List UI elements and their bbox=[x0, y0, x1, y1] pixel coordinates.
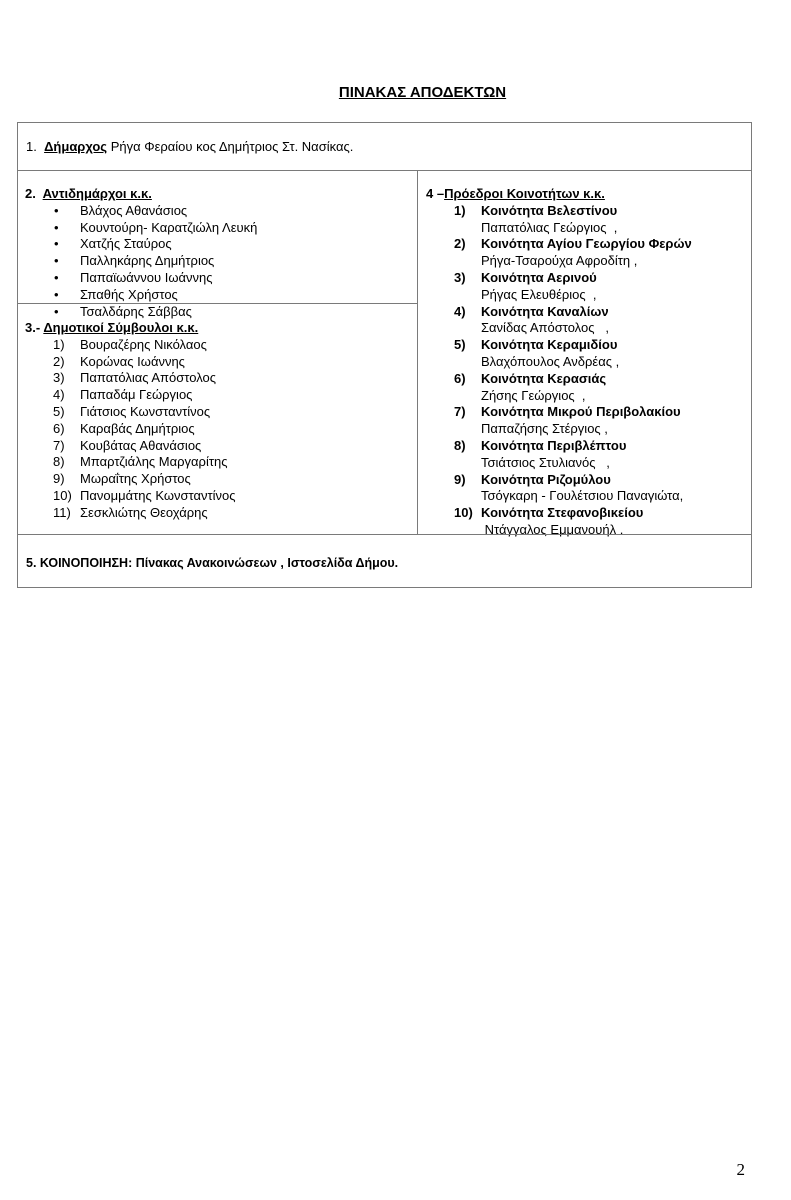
councillor-item bbox=[25, 488, 236, 505]
community-entry bbox=[426, 304, 692, 338]
community-number: 1) bbox=[454, 202, 466, 218]
councillor-item bbox=[25, 337, 236, 354]
councillor-item bbox=[25, 438, 236, 455]
councillor-number: 6) bbox=[53, 420, 65, 436]
community-title-line bbox=[426, 337, 692, 354]
councillors-heading bbox=[25, 320, 236, 337]
councillor-name: Μπαρτζιάλης Μαργαρίτης bbox=[80, 454, 228, 470]
councillor-name: Βουραζέρης Νικόλαος bbox=[80, 336, 207, 352]
community-title-line bbox=[426, 203, 692, 220]
community-title-line bbox=[426, 304, 692, 321]
councillor-name: Πανομμάτης Κωνσταντίνος bbox=[80, 487, 236, 503]
community-entry bbox=[426, 371, 692, 405]
councillors-label: Δημοτικοί Σύμβουλοι κ.κ. bbox=[43, 320, 199, 335]
councillor-name: Κορώνας Ιωάννης bbox=[80, 353, 185, 369]
councillor-name: Παπαδάμ Γεώργιος bbox=[80, 387, 193, 403]
deputy-mayor-item: • Παλληκάρης Δημήτριος bbox=[25, 253, 257, 270]
councillor-number: 8) bbox=[53, 454, 65, 470]
community-number: 8) bbox=[454, 437, 466, 453]
councillors-number: 3.- bbox=[25, 320, 41, 335]
community-number: 2) bbox=[454, 236, 466, 252]
community-name: Κοινότητα Βελεστίνου bbox=[481, 202, 618, 218]
councillor-item bbox=[25, 387, 236, 404]
community-president-name: Σανίδας Απόστολος , bbox=[481, 320, 609, 336]
community-president-name: Ρήγα-Τσαρούχα Αφροδίτη , bbox=[481, 253, 638, 269]
councillor-item bbox=[25, 505, 236, 522]
community-name: Κοινότητα Στεφανοβικείου bbox=[481, 505, 644, 521]
councillor-number: 10) bbox=[53, 487, 72, 503]
column-divider bbox=[417, 170, 418, 535]
page-title: ΠΙΝΑΚΑΣ ΑΠΟΔΕΚΤΩΝ bbox=[338, 84, 507, 101]
councillor-item bbox=[25, 471, 236, 488]
mayor-name: Ρήγα Φεραίου κος Δημήτριος Στ. Νασίκας. bbox=[107, 139, 354, 154]
community-presidents-list bbox=[426, 203, 692, 539]
community-title-line bbox=[426, 472, 692, 489]
community-name: Κοινότητα Μικρού Περιβολακίου bbox=[481, 404, 681, 420]
deputy-mayors-list bbox=[25, 203, 257, 321]
councillor-item bbox=[25, 370, 236, 387]
community-entry bbox=[426, 270, 692, 304]
mayor-label: Δήμαρχος bbox=[44, 139, 108, 154]
community-entry bbox=[426, 438, 692, 472]
community-president-name: Τσιάτσιος Στυλιανός , bbox=[481, 454, 610, 470]
community-name: Κοινότητα Κερασιάς bbox=[481, 370, 607, 386]
councillor-name: Γιάτσιος Κωνσταντίνος bbox=[80, 403, 211, 419]
community-title-line bbox=[426, 438, 692, 455]
community-number: 6) bbox=[454, 370, 466, 386]
community-name: Κοινότητα Περιβλέπτου bbox=[481, 437, 627, 453]
community-entry bbox=[426, 404, 692, 438]
community-presidents-number: 4 – bbox=[426, 186, 445, 201]
deputy-mayor-item: • Βλάχος Αθανάσιος bbox=[25, 203, 257, 220]
mayor-number: 1. bbox=[26, 139, 37, 154]
councillor-name: Κουβάτας Αθανάσιος bbox=[80, 437, 202, 453]
deputy-mayor-item: • Κουντούρη- Καρατζιώλη Λευκή bbox=[25, 220, 257, 237]
councillor-number: 5) bbox=[53, 403, 65, 419]
community-number: 3) bbox=[454, 269, 466, 285]
community-president-name: Τσόγκαρη - Γουλέτσιου Παναγιώτα, bbox=[481, 488, 684, 504]
community-title-line bbox=[426, 505, 692, 522]
community-name: Κοινότητα Ριζομύλου bbox=[481, 471, 611, 487]
deputy-mayor-item: • Σπαθής Χρήστος bbox=[25, 287, 257, 304]
community-president-name: Ντάγγαλος Εμμανουήλ . bbox=[481, 521, 624, 537]
notification-row bbox=[17, 534, 752, 588]
councillors-list bbox=[25, 337, 236, 522]
community-presidents-section bbox=[426, 186, 692, 539]
councillor-number: 1) bbox=[53, 336, 65, 352]
community-presidents-heading bbox=[426, 186, 692, 203]
deputy-mayor-item: • Τσαλδάρης Σάββας bbox=[25, 304, 257, 321]
community-president-name: Παπατόλιας Γεώργιος , bbox=[481, 219, 618, 235]
deputy-mayors-number: 2. bbox=[25, 186, 36, 201]
deputy-mayors-label: Αντιδημάρχοι κ.κ. bbox=[42, 186, 152, 201]
community-number: 5) bbox=[454, 337, 466, 353]
deputy-mayors-heading bbox=[25, 186, 257, 203]
community-title-line bbox=[426, 404, 692, 421]
councillor-item bbox=[25, 421, 236, 438]
community-name: Κοινότητα Αγίου Γεωργίου Φερών bbox=[481, 236, 692, 252]
community-number: 7) bbox=[454, 404, 466, 420]
councillor-number: 3) bbox=[53, 370, 65, 386]
councillors-section bbox=[25, 320, 236, 522]
community-president-name: Ρήγας Ελευθέριος , bbox=[481, 286, 597, 302]
councillor-number: 7) bbox=[53, 437, 65, 453]
councillor-number: 2) bbox=[53, 353, 65, 369]
page-number: 2 bbox=[736, 1160, 745, 1179]
councillor-name: Μωραΐτης Χρήστος bbox=[80, 471, 191, 487]
community-president-name: Βλαχόπουλος Ανδρέας , bbox=[481, 353, 620, 369]
deputy-mayor-item: • Χατζής Σταύρος bbox=[25, 236, 257, 253]
deputy-mayors-section bbox=[25, 186, 257, 320]
councillor-item bbox=[25, 454, 236, 471]
councillor-number: 9) bbox=[53, 471, 65, 487]
community-president-name: Παπαζήσης Στέργιος , bbox=[481, 421, 608, 437]
community-title-line bbox=[426, 270, 692, 287]
community-name: Κοινότητα Κεραμιδίου bbox=[481, 337, 618, 353]
community-entry bbox=[426, 203, 692, 237]
mayor-row bbox=[17, 122, 752, 171]
councillor-name: Παπατόλιας Απόστολος bbox=[80, 370, 217, 386]
deputy-mayor-item: • Παπαϊωάννου Ιωάννης bbox=[25, 270, 257, 287]
community-number: 9) bbox=[454, 471, 466, 487]
community-entry bbox=[426, 337, 692, 371]
councillor-name: Σεσκλιώτης Θεοχάρης bbox=[80, 504, 208, 520]
community-title-line bbox=[426, 371, 692, 388]
community-number: 4) bbox=[454, 303, 466, 319]
community-name: Κοινότητα Αερινού bbox=[481, 269, 597, 285]
councillor-item bbox=[25, 404, 236, 421]
community-entry bbox=[426, 472, 692, 506]
community-title-line bbox=[426, 236, 692, 253]
councillor-name: Καραβάς Δημήτριος bbox=[80, 420, 195, 436]
councillor-number: 4) bbox=[53, 387, 65, 403]
community-entry bbox=[426, 236, 692, 270]
community-presidents-label: Πρόεδροι Κοινοτήτων κ.κ. bbox=[444, 186, 605, 201]
mayor-line bbox=[26, 139, 353, 154]
notification-text: 5. ΚΟΙΝΟΠΟΙΗΣΗ: Πίνακας Ανακοινώσεων , Ιστοσελίδα Δήμου. bbox=[26, 556, 399, 570]
community-number: 10) bbox=[454, 505, 473, 521]
councillor-number: 11) bbox=[53, 504, 71, 520]
community-president-name: Ζήσης Γεώργιος , bbox=[481, 387, 586, 403]
councillor-item bbox=[25, 354, 236, 371]
community-name: Κοινότητα Καναλίων bbox=[481, 303, 609, 319]
